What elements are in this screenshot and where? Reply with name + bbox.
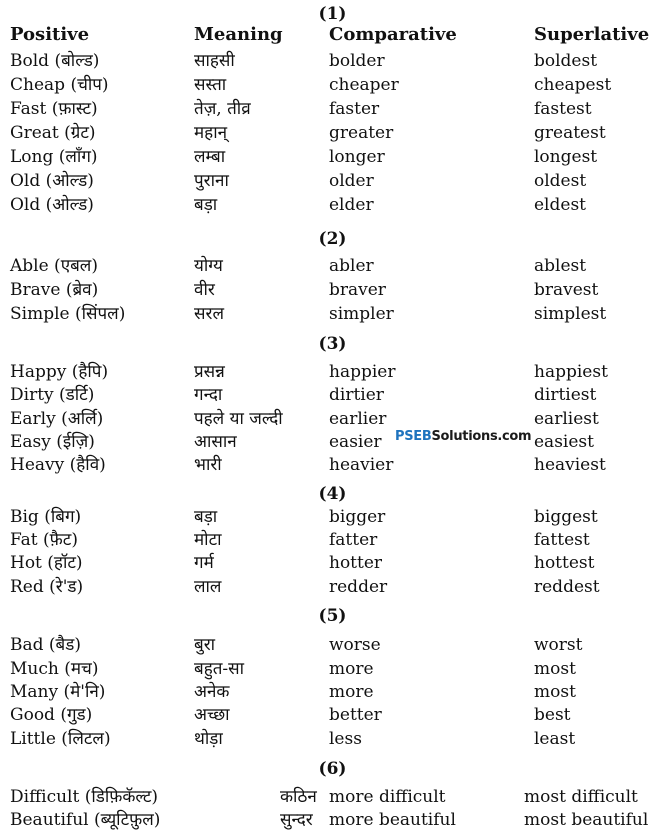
superlative-cell: hottest: [534, 553, 595, 573]
superlative-cell: earliest: [534, 409, 599, 429]
positive-cell: Old (ओल्ड): [10, 171, 94, 191]
meaning-cell: तेज़, तीव्र: [194, 99, 251, 119]
meaning-cell: बहुत-सा: [194, 659, 245, 679]
table-row: [0, 727, 665, 751]
comparative-cell: fatter: [329, 530, 378, 550]
comparative-cell: more: [329, 659, 374, 679]
positive-cell: Many (मे'नि): [10, 682, 106, 702]
header-meaning: Meaning: [194, 24, 283, 45]
table-row: [0, 575, 665, 599]
positive-cell: Big (बिग): [10, 507, 82, 527]
comparative-cell: braver: [329, 280, 386, 300]
comparative-cell: elder: [329, 195, 374, 215]
table-row: [0, 505, 665, 529]
table-row: [0, 453, 665, 477]
meaning-cell: गर्म: [194, 553, 214, 573]
table-row: [0, 633, 665, 657]
meaning-cell: आसान: [194, 432, 237, 452]
table-row: [0, 407, 665, 431]
meaning-cell: महान्: [194, 123, 228, 143]
positive-cell: Beautiful (ब्यूटिफ़ुल): [10, 810, 161, 830]
superlative-cell: oldest: [534, 171, 587, 191]
comparative-cell: cheaper: [329, 75, 399, 95]
section-number: (3): [318, 334, 347, 354]
positive-cell: Fast (फ़ास्ट): [10, 99, 98, 119]
meaning-cell: लाल: [194, 577, 222, 597]
comparative-cell: older: [329, 171, 374, 191]
table-row: [0, 73, 665, 97]
comparative-cell: bigger: [329, 507, 386, 527]
comparative-cell: simpler: [329, 304, 394, 324]
table-row: [0, 169, 665, 193]
meaning-cell: बड़ा: [194, 507, 218, 527]
positive-cell: Heavy (हैवि): [10, 455, 106, 475]
meaning-cell: भारी: [194, 455, 222, 475]
meaning-cell: सुन्दर: [280, 810, 313, 830]
table-row: [0, 657, 665, 681]
table-row: [0, 121, 665, 145]
table-row: [0, 97, 665, 121]
superlative-cell: most: [534, 682, 576, 702]
meaning-cell: प्रसन्न: [194, 362, 225, 382]
meaning-cell: थोड़ा: [194, 729, 223, 749]
superlative-cell: eldest: [534, 195, 586, 215]
table-row: [0, 254, 665, 278]
section-number: (6): [318, 759, 347, 779]
positive-cell: Early (अर्लि): [10, 409, 104, 429]
comparative-cell: less: [329, 729, 362, 749]
comparative-cell: faster: [329, 99, 380, 119]
meaning-cell: सरल: [194, 304, 224, 324]
positive-cell: Brave (ब्रेव): [10, 280, 99, 300]
table-row: [0, 680, 665, 704]
superlative-cell: biggest: [534, 507, 598, 527]
superlative-cell: fastest: [534, 99, 592, 119]
superlative-cell: greatest: [534, 123, 606, 143]
positive-cell: Cheap (चीप): [10, 75, 109, 95]
comparative-cell: easier: [329, 432, 382, 452]
table-row: [0, 49, 665, 73]
comparative-cell: hotter: [329, 553, 383, 573]
table-row: [0, 785, 665, 809]
positive-cell: Able (एबल): [10, 256, 98, 276]
positive-cell: Simple (सिंपल): [10, 304, 126, 324]
table-row: [0, 528, 665, 552]
meaning-cell: बुरा: [194, 635, 216, 655]
meaning-cell: पहले या जल्दी: [194, 409, 283, 429]
comparative-cell: dirtier: [329, 385, 384, 405]
table-row: [0, 302, 665, 326]
positive-cell: Great (ग्रेट): [10, 123, 96, 143]
positive-cell: Fat (फ़ैट): [10, 530, 78, 550]
superlative-cell: bravest: [534, 280, 599, 300]
superlative-cell: best: [534, 705, 571, 725]
positive-cell: Happy (हैपि): [10, 362, 109, 382]
comparative-cell: redder: [329, 577, 388, 597]
watermark: PSEBSolutions.com: [395, 429, 532, 444]
superlative-cell: most beautiful: [524, 810, 649, 830]
meaning-cell: कठिन: [280, 787, 317, 807]
positive-cell: Old (ओल्ड): [10, 195, 94, 215]
superlative-cell: worst: [534, 635, 583, 655]
table-row: [0, 145, 665, 169]
superlative-cell: happiest: [534, 362, 608, 382]
table-row: [0, 703, 665, 727]
positive-cell: Hot (हॉट): [10, 553, 83, 573]
comparative-cell: more beautiful: [329, 810, 456, 830]
header-superlative: Superlative: [534, 24, 650, 45]
meaning-cell: वीर: [194, 280, 215, 300]
table-row: [0, 193, 665, 217]
comparative-cell: more: [329, 682, 374, 702]
positive-cell: Red (रे'ड): [10, 577, 84, 597]
positive-cell: Good (गुड): [10, 705, 93, 725]
superlative-cell: longest: [534, 147, 598, 167]
superlative-cell: least: [534, 729, 576, 749]
superlative-cell: reddest: [534, 577, 600, 597]
comparative-cell: longer: [329, 147, 385, 167]
comparative-cell: better: [329, 705, 382, 725]
superlative-cell: most: [534, 659, 576, 679]
meaning-cell: बड़ा: [194, 195, 218, 215]
positive-cell: Little (लिटल): [10, 729, 111, 749]
comparative-cell: happier: [329, 362, 396, 382]
comparative-cell: earlier: [329, 409, 387, 429]
meaning-cell: अच्छा: [194, 705, 230, 725]
superlative-cell: boldest: [534, 51, 598, 71]
positive-cell: Difficult (डिफ़िकॅल्ट): [10, 787, 159, 807]
superlative-cell: fattest: [534, 530, 590, 550]
section-number: (5): [318, 606, 347, 626]
comparative-cell: abler: [329, 256, 374, 276]
superlative-cell: heaviest: [534, 455, 606, 475]
table-row: [0, 360, 665, 384]
section-number: (4): [318, 484, 347, 504]
positive-cell: Easy (ईज़ि): [10, 432, 95, 452]
meaning-cell: सस्ता: [194, 75, 227, 95]
superlative-cell: ablest: [534, 256, 587, 276]
meaning-cell: मोटा: [194, 530, 222, 550]
superlative-cell: easiest: [534, 432, 594, 452]
comparative-cell: heavier: [329, 455, 394, 475]
table-row: [0, 808, 665, 832]
meaning-cell: गन्दा: [194, 385, 223, 405]
comparative-cell: greater: [329, 123, 394, 143]
meaning-cell: पुराना: [194, 171, 229, 191]
superlative-cell: cheapest: [534, 75, 612, 95]
meaning-cell: अनेक: [194, 682, 230, 702]
comparative-cell: more difficult: [329, 787, 446, 807]
positive-cell: Much (मच): [10, 659, 99, 679]
superlative-cell: simplest: [534, 304, 607, 324]
comparative-cell: bolder: [329, 51, 385, 71]
table-row: [0, 278, 665, 302]
positive-cell: Long (लाँग): [10, 147, 98, 167]
superlative-cell: most difficult: [524, 787, 638, 807]
comparative-cell: worse: [329, 635, 381, 655]
positive-cell: Dirty (डर्टि): [10, 385, 95, 405]
header-comparative: Comparative: [329, 24, 457, 45]
table-row: [0, 383, 665, 407]
table-row: [0, 551, 665, 575]
meaning-cell: लम्बा: [194, 147, 226, 167]
meaning-cell: योग्य: [194, 256, 223, 276]
section-number: (2): [318, 229, 347, 249]
positive-cell: Bold (बोल्ड): [10, 51, 100, 71]
header-positive: Positive: [10, 24, 90, 45]
section-number: (1): [318, 4, 347, 24]
superlative-cell: dirtiest: [534, 385, 597, 405]
positive-cell: Bad (बैड): [10, 635, 81, 655]
meaning-cell: साहसी: [194, 51, 235, 71]
table-row: [0, 430, 665, 454]
